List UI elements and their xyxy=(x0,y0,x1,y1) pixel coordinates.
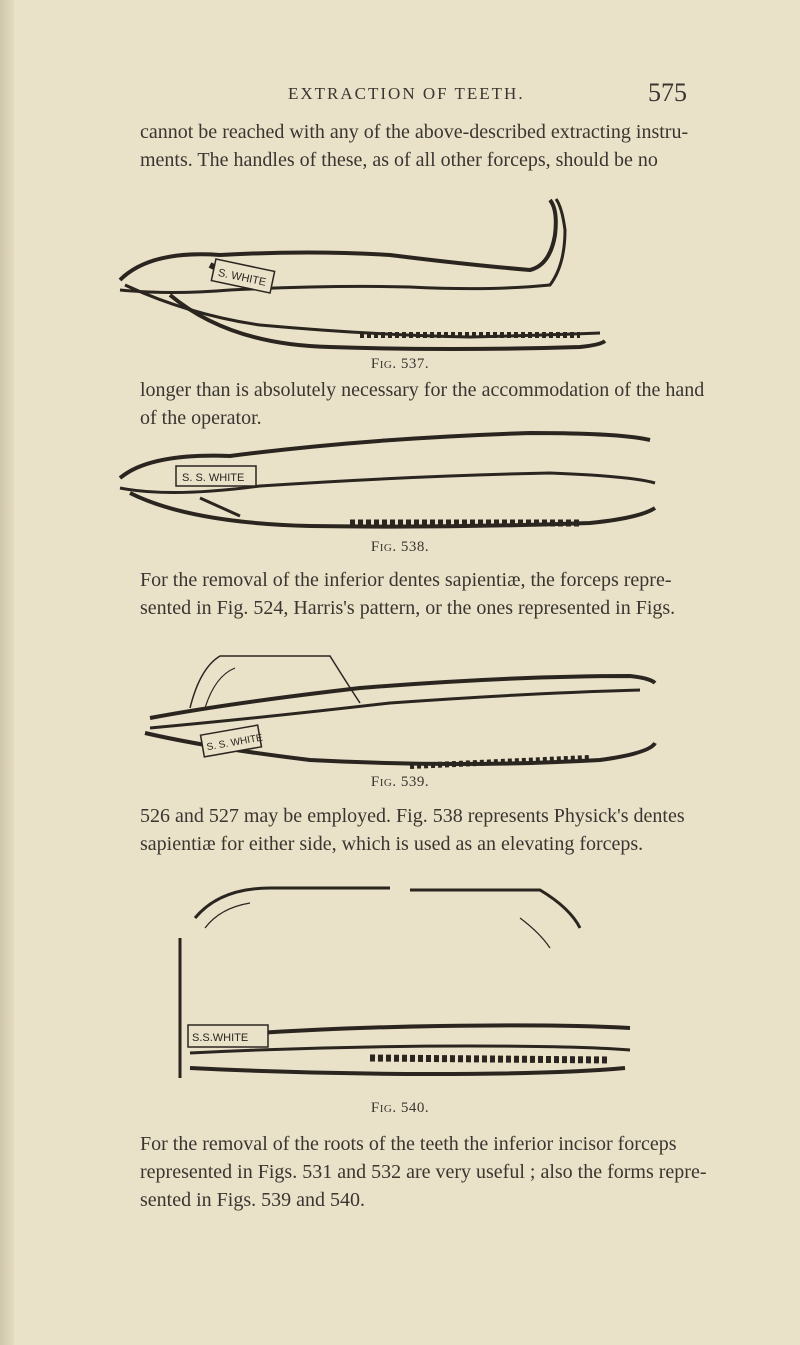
page-header xyxy=(0,78,800,114)
text-line: For the removal of the roots of the teeth the inferior incisor forceps xyxy=(140,1133,677,1155)
figure-stamp: S. S. WHITE xyxy=(205,732,264,754)
text-line: sented in Figs. 539 and 540. xyxy=(140,1189,365,1211)
paragraph-4 xyxy=(140,802,700,858)
running-head: EXTRACTION OF TEETH. xyxy=(288,84,525,103)
page-number: 575 xyxy=(648,78,687,107)
figure-caption: Fig. 539. xyxy=(370,774,430,790)
paragraph-1 xyxy=(140,118,700,174)
text-line: For the removal of the inferior dentes sapientiæ, the forceps repre- xyxy=(140,569,672,591)
paragraph-2 xyxy=(140,376,705,432)
text-line: ments. The handles of these, as of all other forceps, should be no xyxy=(140,149,658,171)
figure-538-forceps xyxy=(110,428,690,538)
figure-stamp: S. S. WHITE xyxy=(182,472,245,484)
figure-caption: Fig. 537. xyxy=(370,356,430,372)
figure-caption: Fig. 538. xyxy=(370,539,430,555)
text-line: sented in Fig. 524, Harris's pattern, or the ones represented in Figs. xyxy=(140,597,676,619)
figure-stamp: S. WHITE xyxy=(216,266,268,289)
text-line: represented in Figs. 531 and 532 are very useful ; also the forms repre- xyxy=(140,1161,707,1183)
figure-540-forceps xyxy=(110,878,690,1088)
text-line: 526 and 527 may be employed. Fig. 538 represents Physick's dentes xyxy=(140,805,685,827)
figure-stamp: S.S.WHITE xyxy=(192,1032,249,1044)
page-edge xyxy=(0,0,14,1345)
paragraph-5 xyxy=(140,1130,707,1214)
figure-539-forceps xyxy=(110,648,690,778)
text-line: sapientiæ for either side, which is used as an elevating forceps. xyxy=(140,833,644,855)
figure-caption: Fig. 540. xyxy=(370,1100,430,1116)
text-line: cannot be reached with any of the above-described extracting instru- xyxy=(140,121,689,143)
text-line: of the operator. xyxy=(140,407,262,429)
figure-537-forceps xyxy=(110,195,690,355)
paragraph-3 xyxy=(140,566,700,622)
text-line: longer than is absolutely necessary for the accommodation of the hand xyxy=(140,379,705,401)
